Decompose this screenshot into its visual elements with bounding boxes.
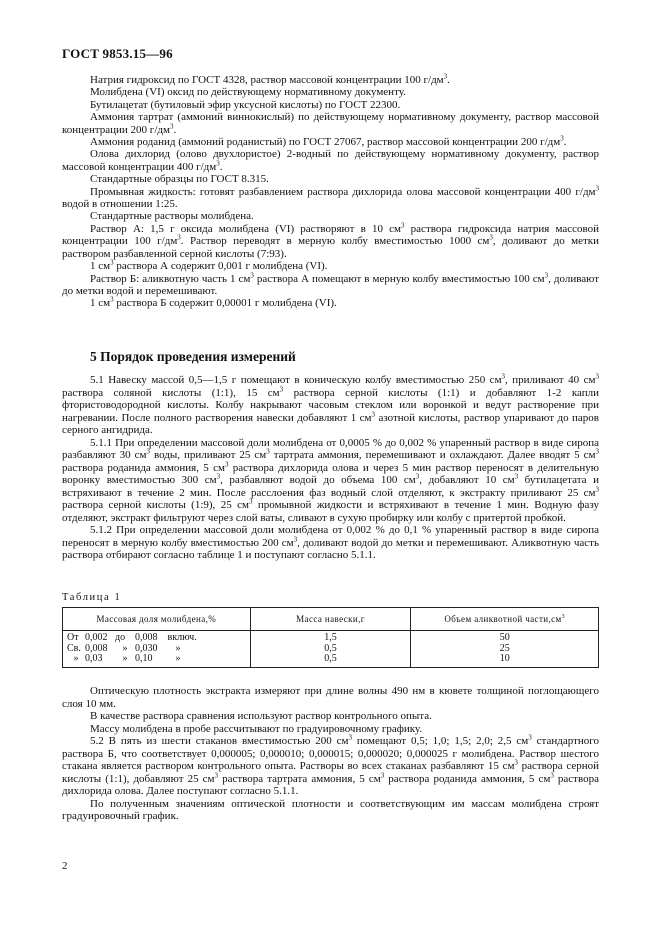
paragraph: В качестве раствора сравнения используют раствор контрольного опыта.: [90, 710, 432, 722]
table-cell: 0,5: [250, 654, 411, 667]
paragraph: Аммония тартрат (аммоний виннокислый) по действующему нормативному документу, раствор массовой концентрации 200 $г/дм^3$.: [62, 111, 599, 136]
table-cell: » 0,03 » 0,10 »: [63, 654, 251, 667]
page-number: 2: [62, 860, 68, 872]
document-header: ГОСТ 9853.15—96: [62, 46, 173, 61]
column-header: Масса навески,г: [250, 608, 411, 631]
table-cell: 0,5: [250, 644, 411, 655]
paragraph-5-1-1: 5.1.1 При определении массовой доли молибдена от 0,0005 % до 0,002 % упаренный раствор в виде сиропа разбавляют 30 $см^3$ воды, приливают 25 $см^3$ тартрата аммония, перемешивают и охлаждают. Далее вводят 5 $см^3$ раствора роданида аммония, 5 $см^3$ раствора дихлорида олова и через 5 мин раствор переносят в делительную воронку вместимостью 300 $см^3$, разбавляют водой до объема 100 $см^3$, добавляют 10 $см^3$ бутилацетата и встряхивают в течение 2 мин. После расслоения фаз водный слой отделяют, к экстракту приливают 25 $см^3$ раствора серной кислоты (1:9), 25 $см^3$ промывной жидкости и встряхивают в течение 1 мин. Водную фазу отделяют, экстракт фильтруют через слой ваты, сливают в сухую пробирку или колбу с притертой пробкой.: [62, 436, 600, 524]
paragraph: Бутилацетат (бутиловый эфир уксусной кислоты) по ГОСТ 22300.: [90, 98, 401, 111]
table-cell: Св. 0,008 » 0,030 »: [63, 644, 251, 655]
table-cell: От 0,002 до 0,008 включ.: [63, 631, 251, 644]
paragraph: 1 $см^3$ раствора Б содержит 0,00001 г молибдена (VI).: [90, 295, 337, 310]
table-cell: 50: [411, 631, 599, 644]
table-row: [63, 654, 599, 667]
paragraph-5-1: 5.1 Навеску массой 0,5—1,5 г помещают в коническую колбу вместимостью 250 $см^3$, приливают 40 $см^3$ раствора соляной кислоты (1:1), 15 $см^3$ раствора серной кислоты (1:1) и добавляют 1-2 капли фтористоводородной кислоты. Колбу накрывают часовым стеклом или воронкой и ведут растворение при нагревании. После полного растворения навески добавляют 1 $см^3$ азотной кислоты, раствор упаривают до паров серного ангидрида.: [62, 372, 599, 436]
paragraph: Промывная жидкость: готовят разбавлением раствора дихлорида олова массовой концентрации 400 $г/дм^3$ водой в отношении 1:25.: [62, 184, 599, 211]
paragraph: Молибдена (VI) оксид по действующему нормативному документу.: [90, 86, 406, 99]
table-header-row: [63, 608, 599, 631]
paragraph: Натрия гидроксид по ГОСТ 4328, раствор массовой концентрации 100 $г/дм^3$.: [90, 72, 450, 86]
solution-b-paragraph: Раствор Б: аликвотную часть 1 $см^3$ раствора А помещают в мерную колбу вместимостью 100 $см^3$, доливают до метки водой и перемешивают.: [62, 270, 600, 297]
table-caption: Таблица 1: [62, 592, 122, 603]
section-heading: 5 Порядок проведения измерений: [90, 349, 296, 364]
paragraph: Олова дихлорид (олово двухлористое) 2-водный по действующему нормативному документу, раствор массовой концентрации 400 $г/дм^3$.: [62, 148, 599, 173]
paragraph: 1 $см^3$ раствора А содержит 0,001 г молибдена (VI).: [90, 258, 328, 273]
column-header: Массовая доля молибдена,%: [63, 608, 251, 631]
table-1: [62, 607, 599, 668]
paragraph: Оптическую плотность экстракта измеряют при длине волны 490 нм в кювете толщиной поглощающего слоя 10 мм.: [62, 685, 599, 710]
paragraph: Массу молибдена в пробе рассчитывают по градуировочному графику.: [90, 722, 423, 735]
paragraph-5-2: 5.2 В пять из шести стаканов вместимостью 200 $см^3$ помещают 0,5; 1,0; 1,5; 2,0; 2,5 $см^3$ стандартного раствора Б, что соответствует 0,000005; 0,000010; 0,000015; 0,000020; 0,000025 г молибдена. Раствор шестого стакана является раствором контрольного опыта. Растворы во всех стаканах разбавляют 15 $см^3$ раствора серной кислоты (1:1), добавляют 25 $см^3$ раствора тартрата аммония, 5 $см^3$ раствора роданида аммония, 5 $см^3$ раствора дихлорида олова. Далее поступают согласно 5.1.1.: [62, 733, 599, 797]
paragraph-5-1-2: 5.1.2 При определении массовой доли молибдена от 0,002 % до 0,1 % упаренный раствор в виде сиропа переносят в мерную колбу вместимостью 200 $см^3$, доливают водой до метки и перемешивают. Аликвотную часть раствора отбирают согласно таблице 1 и поступают согласно 5.1.1.: [62, 524, 599, 561]
paragraph: Стандартные образцы по ГОСТ 8.315.: [90, 173, 269, 186]
procedure-text: [62, 374, 599, 562]
column-header: Объем аликвотной $части,см^3$: [411, 608, 599, 631]
table-cell: 1,5: [250, 631, 411, 644]
table-cell: 25: [411, 644, 599, 655]
reagents-list: [62, 74, 599, 310]
solution-a-paragraph: Раствор А: 1,5 г оксида молибдена (VI) растворяют в 10 $см^3$ раствора гидроксида натрия массовой концентрации 100 $г/дм^3$. Раствор переводят в мерную колбу вместимостью 1000 $см^3$, доливают до метки раствором разбавленной серной кислоты (7:93).: [62, 221, 600, 260]
measurement-text: [62, 685, 599, 823]
table-cell: 10: [411, 654, 599, 667]
table-row: [63, 631, 599, 644]
paragraph: Аммония роданид (аммоний роданистый) по ГОСТ 27067, раствор массовой концентрации 200 $г/дм^3$.: [90, 134, 567, 149]
paragraph: Стандартные растворы молибдена.: [90, 210, 254, 223]
paragraph: По полученным значениям оптической плотности и соответствующим им массам молибдена строят градуировочный график.: [62, 797, 599, 822]
